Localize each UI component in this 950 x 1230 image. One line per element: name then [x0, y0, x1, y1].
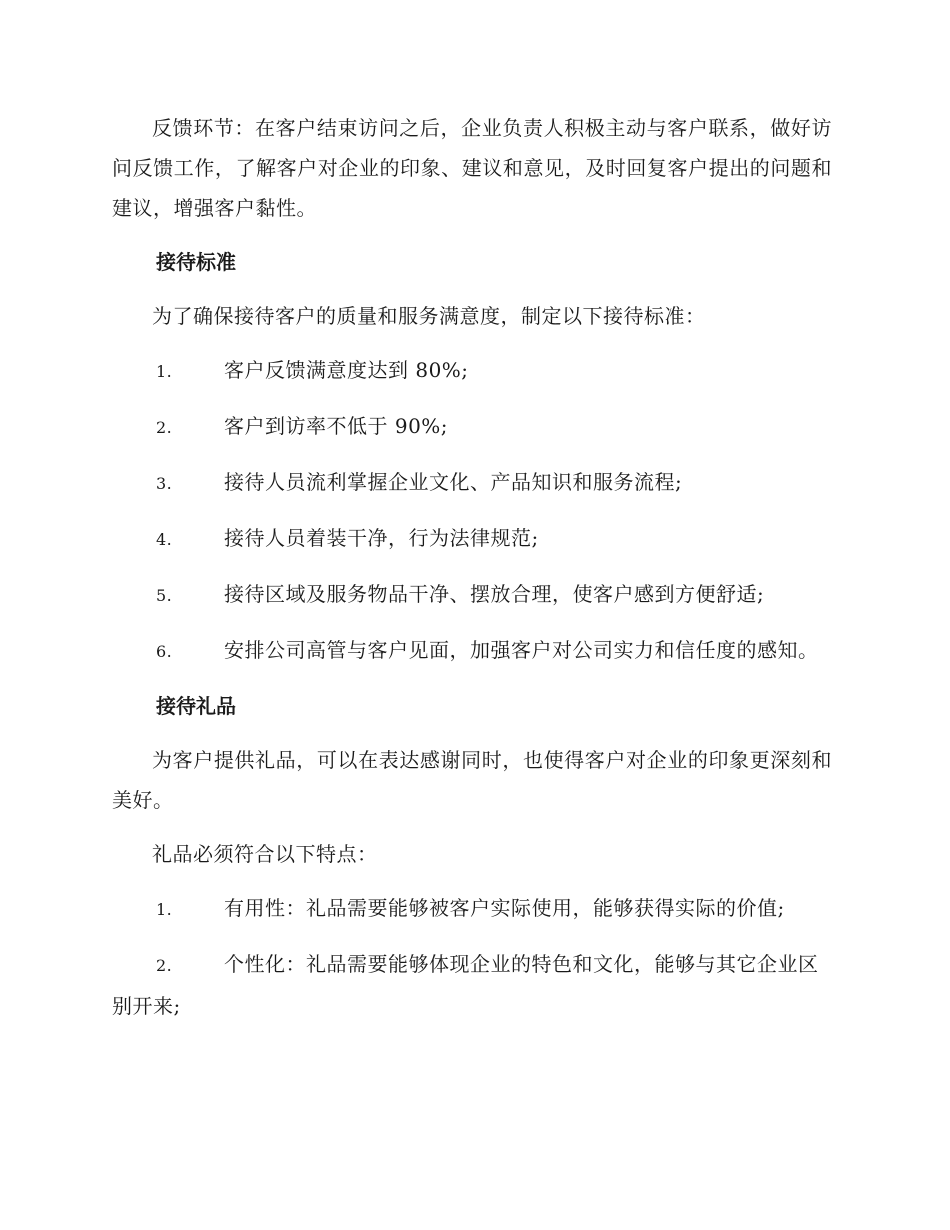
standards-list-item	[112, 350, 832, 392]
gifts-requirements-paragraph: 礼品必须符合以下特点：	[152, 842, 378, 866]
standards-heading: 接待标准	[156, 250, 236, 274]
list-text: 接待区域及服务物品干净、摆放合理，使客户感到方便舒适;	[224, 582, 765, 606]
gifts-heading: 接待礼品	[156, 694, 236, 718]
list-number: 2.	[156, 956, 173, 975]
list-text: 接待人员着装干净，行为法律规范;	[224, 526, 539, 550]
standards-list-item	[112, 406, 832, 448]
standards-list-item	[112, 630, 832, 672]
list-number: 4.	[156, 530, 173, 549]
standards-list-item	[112, 518, 832, 560]
list-text: 客户到访率不低于 90%;	[224, 414, 449, 438]
list-text: 个性化：礼品需要能够体现企业的特色和文化，能够与其它企业区别开来;	[112, 952, 819, 1018]
list-number: 3.	[156, 474, 173, 493]
standards-list-item	[112, 574, 832, 616]
gift-feature-list-item	[112, 944, 832, 1026]
list-text: 接待人员流利掌握企业文化、产品知识和服务流程;	[224, 470, 683, 494]
standards-list-item	[112, 462, 832, 504]
standards-intro-paragraph: 为了确保接待客户的质量和服务满意度，制定以下接待标准：	[152, 304, 706, 328]
gift-feature-list-item	[112, 888, 832, 930]
document-page	[112, 108, 832, 1040]
list-text: 客户反馈满意度达到 80%;	[224, 358, 469, 382]
list-text: 安排公司高管与客户见面，加强客户对公司实力和信任度的感知。	[224, 638, 819, 662]
list-number: 2.	[156, 418, 173, 437]
list-number: 5.	[156, 586, 173, 605]
list-number: 1.	[156, 362, 173, 381]
list-text: 有用性：礼品需要能够被客户实际使用，能够获得实际的价值;	[224, 896, 785, 920]
list-number: 6.	[156, 642, 173, 661]
gifts-intro-paragraph: 为客户提供礼品，可以在表达感谢同时，也使得客户对企业的印象更深刻和美好。	[112, 748, 832, 812]
feedback-paragraph: 反馈环节：在客户结束访问之后，企业负责人积极主动与客户联系，做好访问反馈工作，了解客户对企业的印象、建议和意见，及时回复客户提出的问题和建议，增强客户黏性。	[112, 116, 832, 220]
list-number: 1.	[156, 900, 173, 919]
